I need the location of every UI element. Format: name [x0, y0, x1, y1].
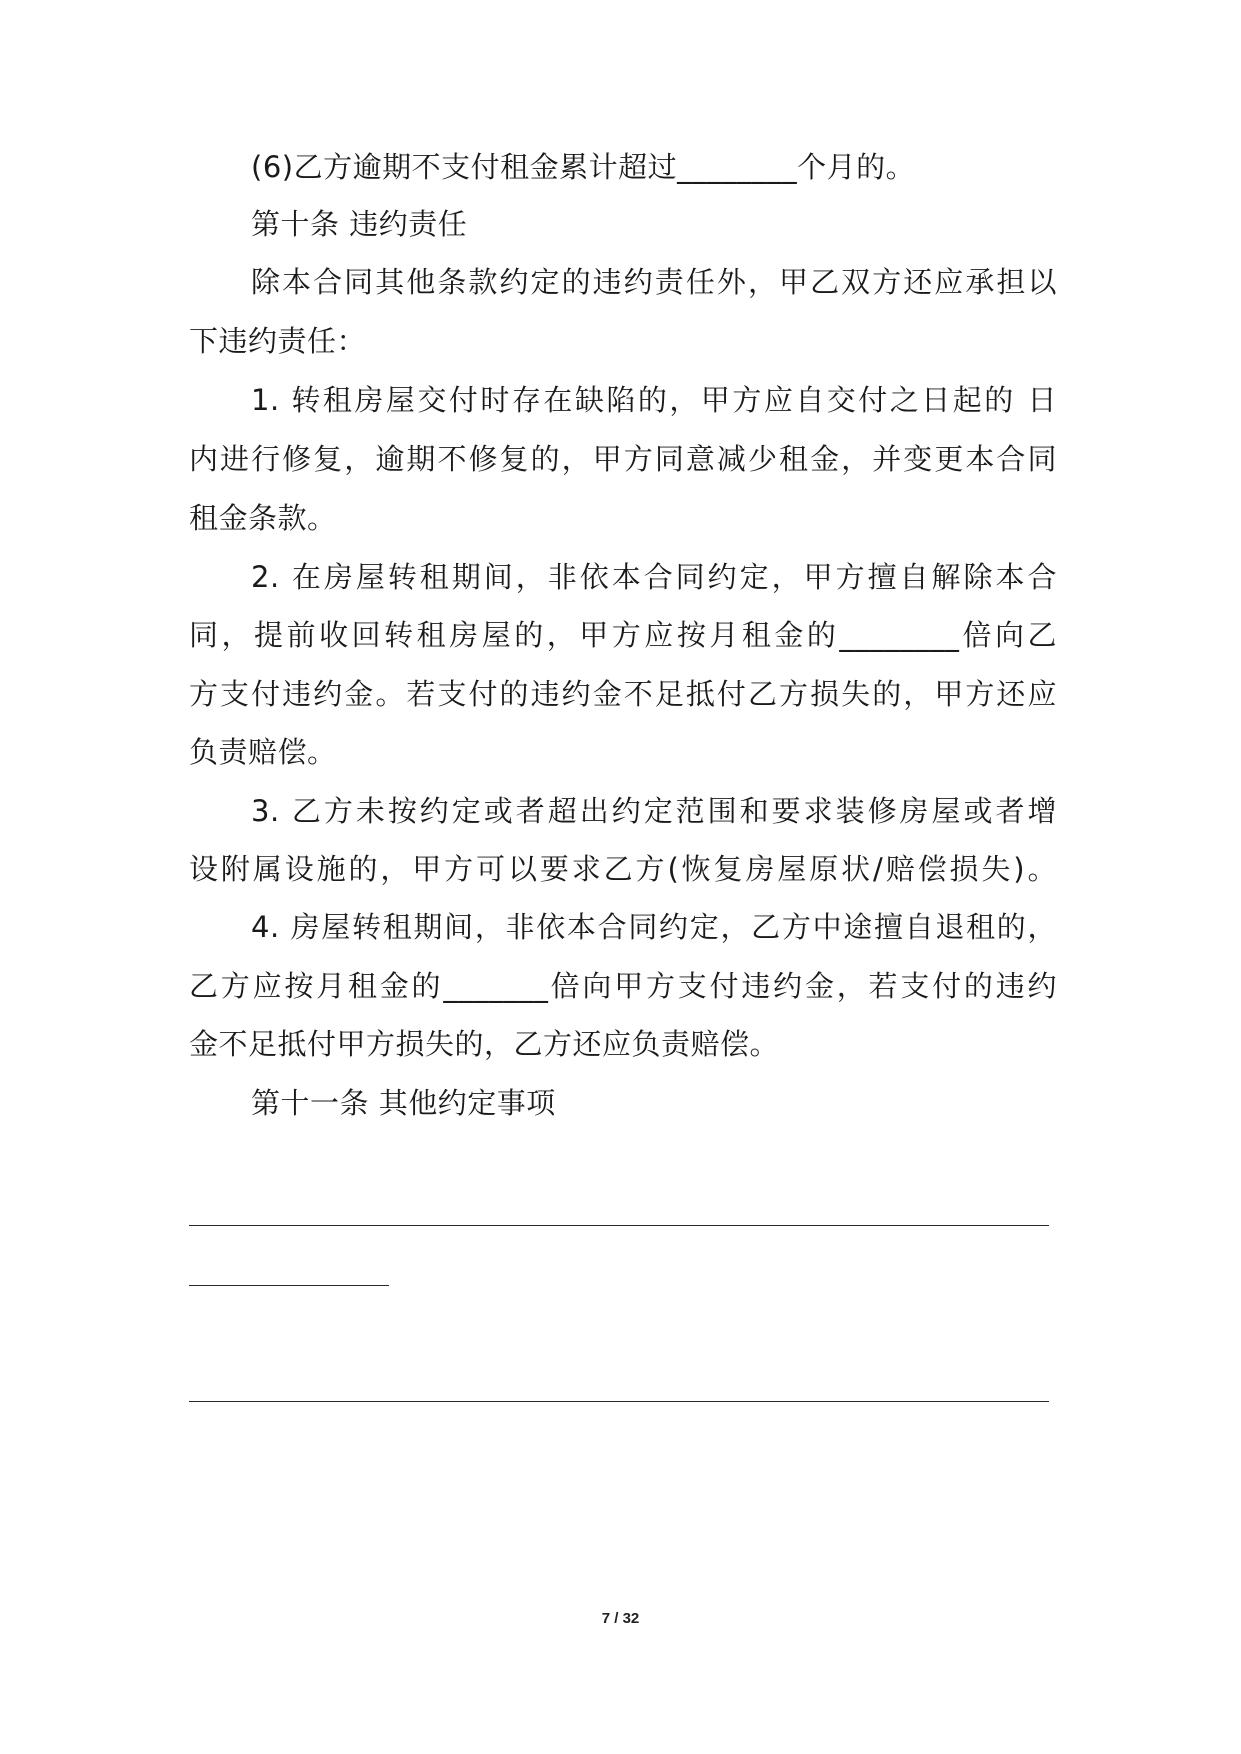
paragraph-line: 下违约责任：	[189, 324, 367, 358]
page-number: 7 / 32	[601, 1610, 640, 1627]
blank-fill-line	[189, 1285, 389, 1286]
paragraph-line: 除本合同其他条款约定的违约责任外，甲乙双方还应承担以	[251, 265, 1057, 299]
item-4-line: 乙方应按月租金的_______倍向甲方支付违约金，若支付的违约	[189, 969, 1057, 1003]
item-3-line: 设附属设施的，甲方可以要求乙方(恢复房屋原状/赔偿损失)。	[189, 852, 1057, 886]
item-3-line: 3. 乙方未按约定或者超出约定范围和要求装修房屋或者增	[251, 794, 1057, 828]
item-1-line: 内进行修复，逾期不修复的，甲方同意减少租金，并变更本合同	[189, 442, 1057, 476]
item-2-line: 同，提前收回转租房屋的，甲方应按月租金的________倍向乙	[189, 618, 1057, 652]
article-11-heading: 第十一条 其他约定事项	[251, 1086, 556, 1120]
item-4-line: 金不足抵付甲方损失的，乙方还应负责赔偿。	[189, 1027, 780, 1061]
item-4-line: 4. 房屋转租期间，非依本合同约定，乙方中途擅自退租的，	[251, 910, 1057, 944]
item-1-line: 租金条款。	[189, 501, 337, 535]
blank-fill-line	[189, 1401, 1049, 1402]
item-2-line: 负责赔偿。	[189, 735, 337, 769]
item-1-line: 1. 转租房屋交付时存在缺陷的，甲方应自交付之日起的 日	[251, 383, 1057, 417]
item-2-line: 方支付违约金。若支付的违约金不足抵付乙方损失的，甲方还应	[189, 677, 1057, 711]
article-10-heading: 第十条 违约责任	[251, 207, 468, 241]
clause-6-text: (6)乙方逾期不支付租金累计超过________个月的。	[251, 150, 916, 184]
blank-fill-line	[189, 1225, 1049, 1226]
item-2-line: 2. 在房屋转租期间，非依本合同约定，甲方擅自解除本合	[251, 560, 1057, 594]
